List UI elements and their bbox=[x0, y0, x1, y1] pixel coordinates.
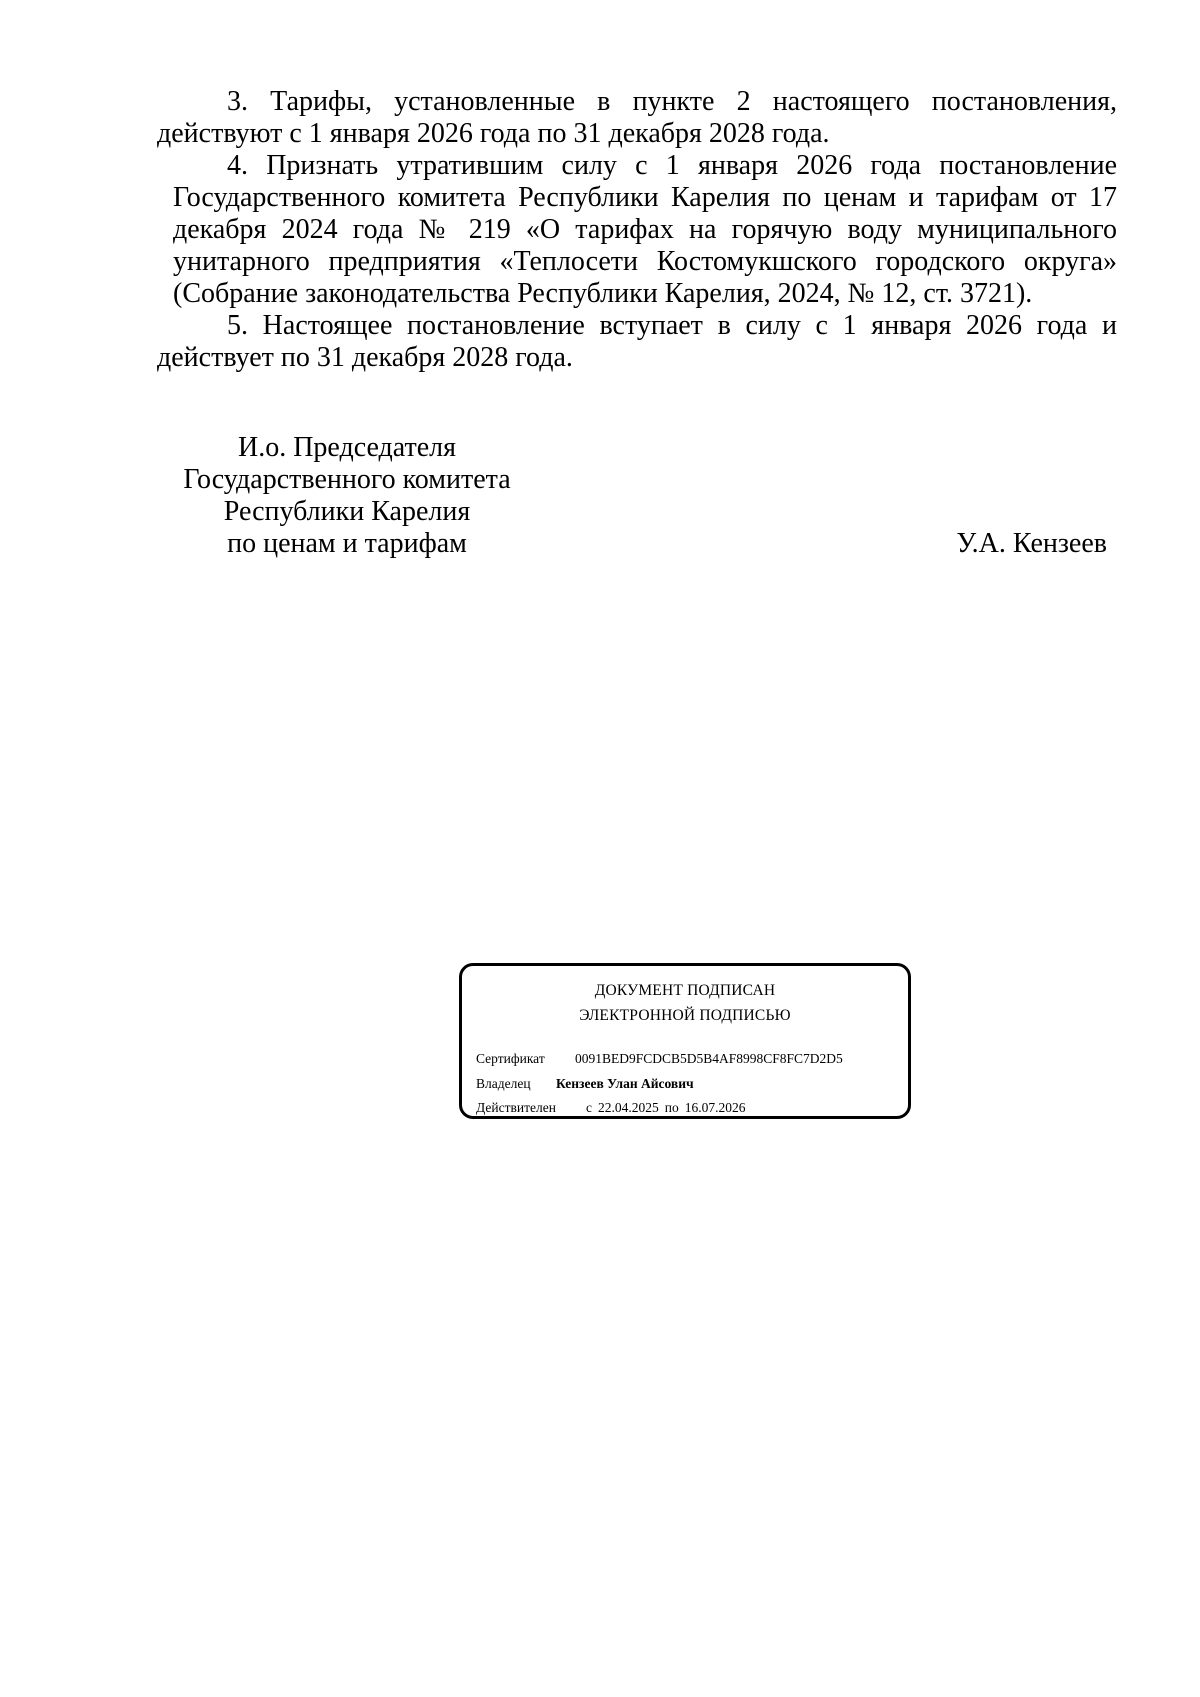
valid-to-prefix: по bbox=[664, 1100, 679, 1115]
signatory-position-line: И.о. Председателя bbox=[237, 432, 457, 463]
signatory-position-line: Государственного комитета bbox=[183, 464, 511, 495]
paragraph-3: 3. Тарифы, установленные в пункте 2 настоящего постановления, действуют с 1 января 2026 года по 31 декабря 2028 года. bbox=[157, 86, 1117, 149]
valid-label: Действителен bbox=[476, 1100, 556, 1115]
paragraph-4: 4. Признать утратившим силу с 1 января 2026 года постановление Государственного комитета Республики Карелия по ценам и тарифам от 17 декабря 2024 года № 219 «О тарифах на горячую воду муниципального унитарного предприятия «Теплосети Костомукшского городского округа» (Собрание законодательства Республики Карелия, 2024, № 12, ст. 3721). bbox=[173, 150, 1117, 309]
electronic-signature-stamp bbox=[459, 963, 911, 1119]
stamp-validity-row bbox=[476, 1099, 745, 1117]
stamp-header-line: ЭЛЕКТРОННОЙ ПОДПИСЬЮ bbox=[579, 1007, 791, 1024]
valid-from-prefix: с bbox=[586, 1100, 592, 1115]
paragraph-5: 5. Настоящее постановление вступает в силу с 1 января 2026 года и действует по 31 декабря 2028 года. bbox=[157, 310, 1117, 373]
signatory-position-line: по ценам и тарифам bbox=[227, 528, 467, 559]
stamp-header-line: ДОКУМЕНТ ПОДПИСАН bbox=[594, 982, 776, 999]
owner-label: Владелец bbox=[476, 1076, 531, 1091]
stamp-header bbox=[462, 978, 908, 1028]
valid-from-date: 22.04.2025 bbox=[598, 1100, 659, 1115]
signatory-position-line: Республики Карелия bbox=[223, 496, 471, 527]
valid-to-date: 16.07.2026 bbox=[684, 1100, 746, 1115]
certificate-label: Сертификат bbox=[476, 1051, 545, 1066]
document-body bbox=[157, 86, 1117, 374]
stamp-owner-row bbox=[476, 1075, 694, 1093]
signatory-name: У.А. Кензеев bbox=[956, 528, 1107, 559]
certificate-value: 0091BED9FCDCB5D5B4AF8998CF8FC7D2D5 bbox=[575, 1051, 843, 1066]
stamp-certificate-row bbox=[476, 1050, 843, 1068]
signature-block bbox=[157, 432, 1117, 572]
signatory-position bbox=[157, 432, 537, 560]
owner-value: Кензеев Улан Айсович bbox=[556, 1076, 694, 1091]
